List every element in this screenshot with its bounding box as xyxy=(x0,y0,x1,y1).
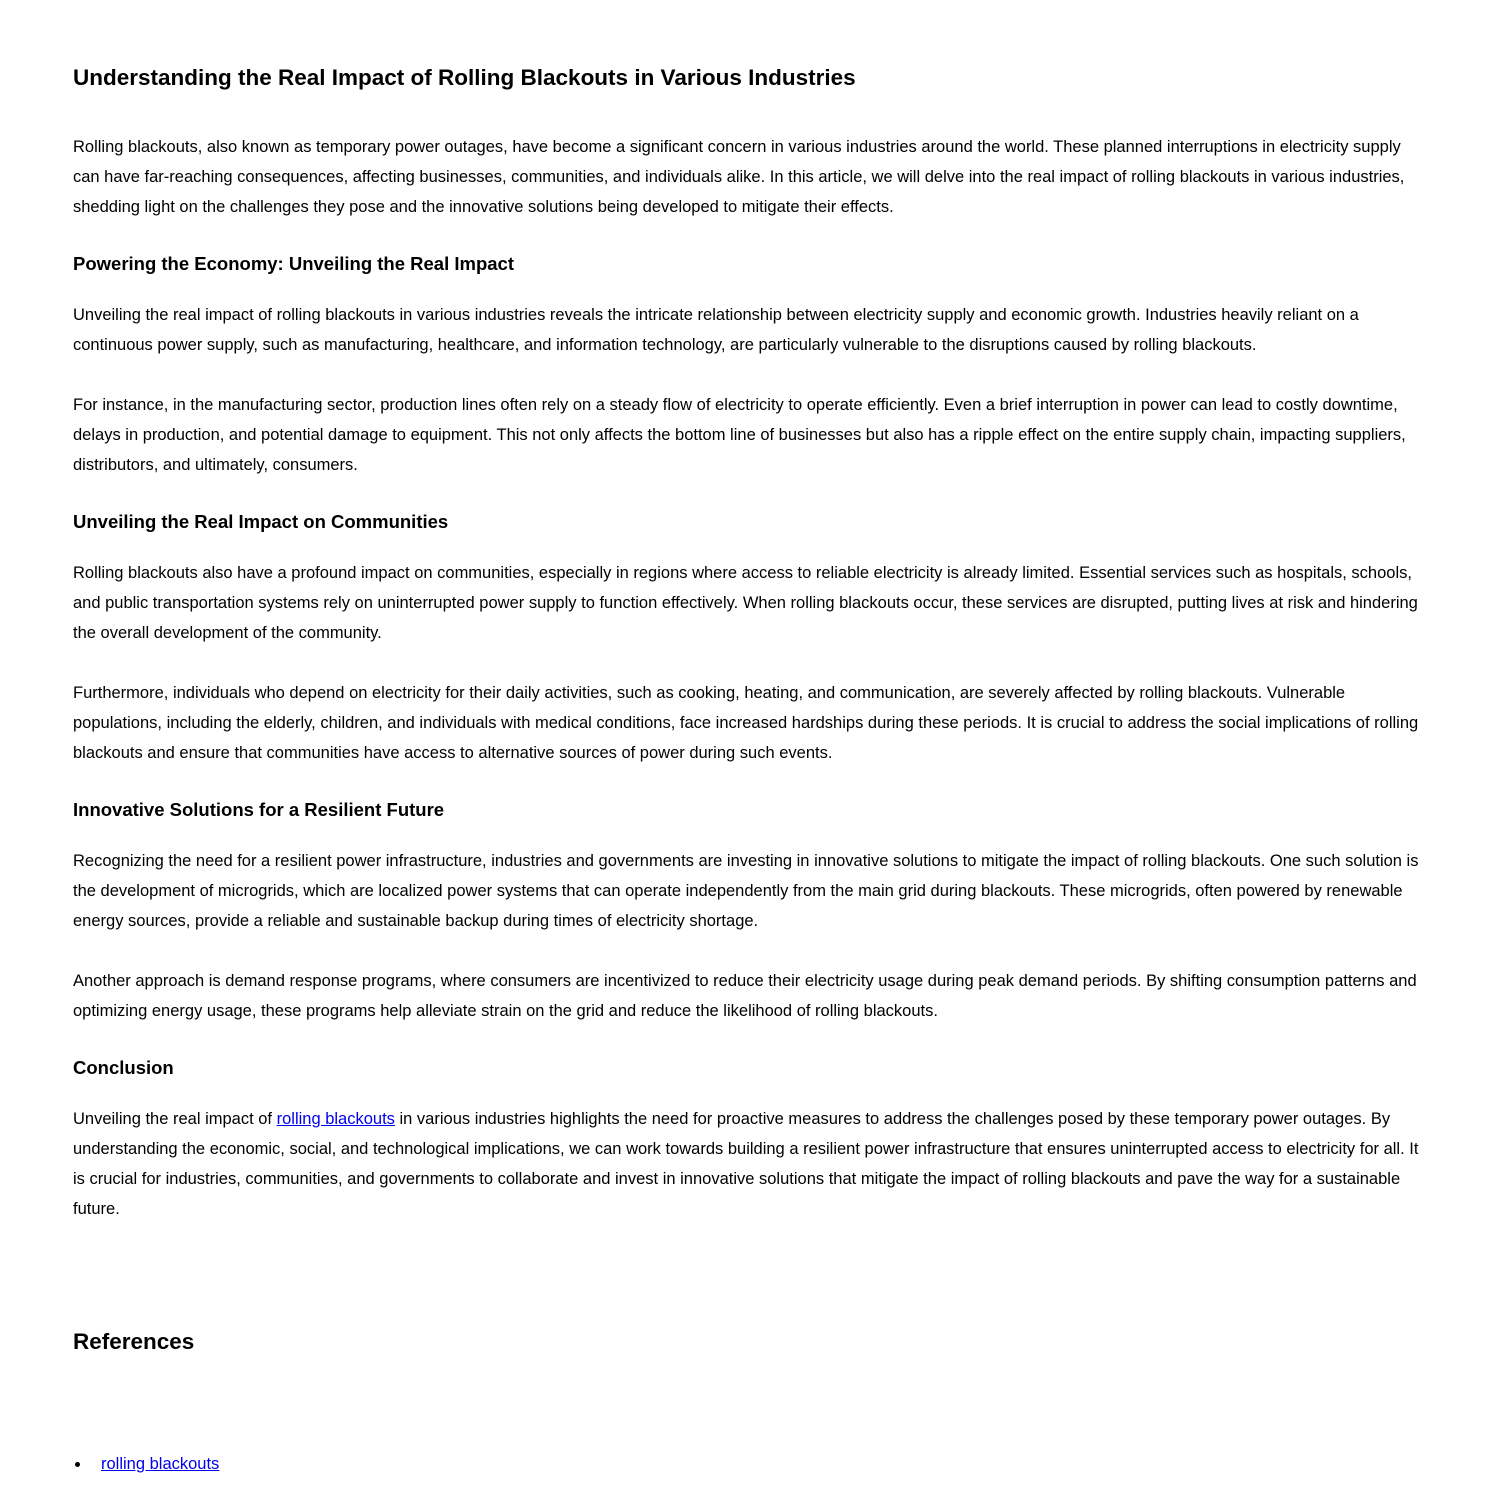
section-heading-economy: Powering the Economy: Unveiling the Real Impact xyxy=(73,253,514,274)
rolling-blackouts-reference-link[interactable]: rolling blackouts xyxy=(101,1455,220,1473)
economy-paragraph-2: For instance, in the manufacturing sector, production lines often rely on a steady flow of electricity to operate efficiently. Even a brief interruption in power can lead to costly downtime, delays in production, and potential damage to equipment. This not only affects the bottom line of businesses but also has a ripple effect on the entire supply chain, impacting suppliers, distributors, and ultimately, consumers. xyxy=(73,396,1406,474)
section-heading-solutions: Innovative Solutions for a Resilient Future xyxy=(73,799,445,820)
communities-paragraph-2: Furthermore, individuals who depend on electricity for their daily activities, such as cooking, heating, and communication, are severely affected by rolling blackouts. Vulnerable populations, including the elderly, children, and individuals with medical conditions, face increased hardships during these periods. It is crucial to address the social implications of rolling blackouts and ensure that communities have access to alternative sources of power during such events. xyxy=(73,684,1419,762)
page-title: Understanding the Real Impact of Rolling Blackouts in Various Industries xyxy=(73,65,856,90)
economy-paragraph-1: Unveiling the real impact of rolling blackouts in various industries reveals the intricate relationship between electricity supply and economic growth. Industries heavily reliant on a continuous power supply, such as manufacturing, healthcare, and information technology, are particularly vulnerable to the disruptions caused by rolling blackouts. xyxy=(73,306,1359,354)
references-heading: References xyxy=(73,1329,195,1354)
conclusion-paragraph xyxy=(73,1104,1427,1224)
conclusion-text-before-link: Unveiling the real impact of xyxy=(73,1110,277,1128)
solutions-paragraph-2: Another approach is demand response programs, where consumers are incentivized to reduce their electricity usage during peak demand periods. By shifting consumption patterns and optimizing energy usage, these programs help alleviate strain on the grid and reduce the likelihood of rolling blackouts. xyxy=(73,972,1417,1020)
intro-paragraph: Rolling blackouts, also known as temporary power outages, have become a significant concern in various industries around the world. These planned interruptions in electricity supply can have far-reaching consequences, affecting businesses, communities, and individuals alike. In this article, we will delve into the real impact of rolling blackouts in various industries, shedding light on the challenges they pose and the innovative solutions being developed to mitigate their effects. xyxy=(73,138,1405,216)
section-heading-communities: Unveiling the Real Impact on Communities xyxy=(73,511,449,532)
reference-item xyxy=(91,1452,1427,1476)
section-heading-conclusion: Conclusion xyxy=(73,1057,174,1078)
solutions-paragraph-1: Recognizing the need for a resilient power infrastructure, industries and governments are investing in innovative solutions to mitigate the impact of rolling blackouts. One such solution is the development of microgrids, which are localized power systems that can operate independently from the main grid during blackouts. These microgrids, often powered by renewable energy sources, provide a reliable and sustainable backup during times of electricity shortage. xyxy=(73,852,1419,930)
rolling-blackouts-inline-link[interactable]: rolling blackouts xyxy=(276,1110,395,1128)
conclusion-text-after-link: in various industries highlights the need for proactive measures to address the challenges posed by these temporary power outages. By understanding the economic, social, and technological implications, we can work towards building a resilient power infrastructure that ensures uninterrupted access to electricity for all. It is crucial for industries, communities, and governments to collaborate and invest in innovative solutions that mitigate the impact of rolling blackouts and pave the way for a sustainable future. xyxy=(73,1110,1419,1218)
references-list xyxy=(73,1452,1427,1476)
communities-paragraph-1: Rolling blackouts also have a profound impact on communities, especially in regions where access to reliable electricity is already limited. Essential services such as hospitals, schools, and public transportation systems rely on uninterrupted power supply to function effectively. When rolling blackouts occur, these services are disrupted, putting lives at risk and hindering the overall development of the community. xyxy=(73,564,1418,642)
